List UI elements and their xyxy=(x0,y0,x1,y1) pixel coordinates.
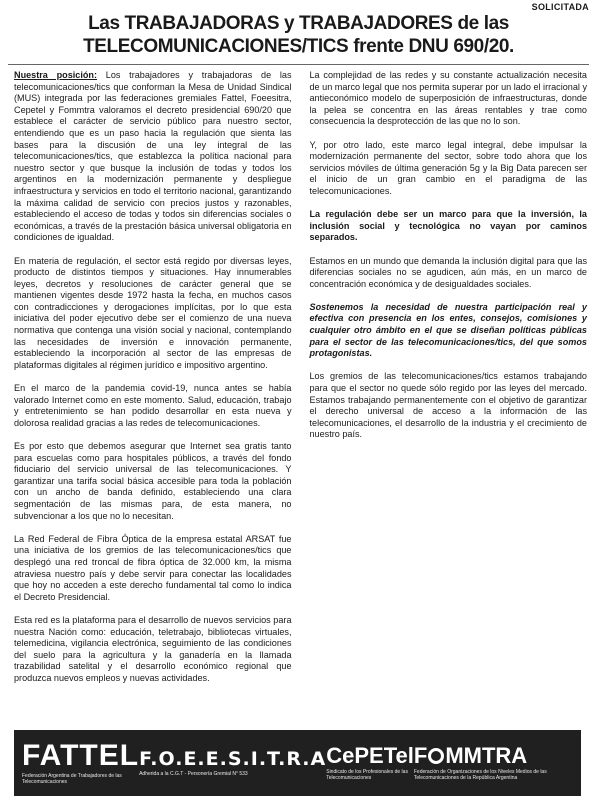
article-paragraph-5: La Red Federal de Fibra Óptica de la empresa estatal ARSAT fue una iniciativa de los gremios de las telecomunicaciones/tics que desplegó una red troncal de fibra óptica de 32.000 km, la misma atraviesa nuestro país y debe servir para conectar las localidades que hoy no acceden a este derecho fundamental tal como lo indica el Decreto Presidencial. xyxy=(14,533,292,602)
headline-line-2: TELECOMUNICACIONES/TICS frente DNU 690/20. xyxy=(83,36,514,57)
fommtra-name xyxy=(414,745,573,767)
headline-divider xyxy=(8,64,589,65)
article-paragraph-4: Es por esto que debemos asegurar que Internet sea gratis tanto para escuelas como para hospitales públicos, a través del fondo fiduciario del servicio universal de las telecomunicaciones. Y garantizar una tarifa social básica accesible para toda la población con un ancho de banda definido, estableciendo una clara segmentación de las mismas para, de esta manera, no subvencionar a los que no lo necesitan. xyxy=(14,441,292,521)
cepetel-name: CePETel xyxy=(326,743,414,768)
fommtra-name-suffix: MMTRA xyxy=(445,743,528,768)
foeesitra-subtitle: Adherida a la C.G.T - Personería Gremial N° 533 xyxy=(139,770,248,777)
headline-line-1: Las TRABAJADORAS y TRABAJADORES de las xyxy=(88,13,509,34)
article-paragraph-10: Estamos en un mundo que demanda la inclusión digital para que las diferencias sociales no se agudicen, aún más, en un marco de concentración económica y de desigualdades sociales. xyxy=(309,255,587,289)
article-paragraph-11: Sostenemos la necesidad de nuestra participación real y efectiva con presencia en los entes, consejos, comisiones y cualquier otro ámbito en el que se diseñan políticas públicas para el sector de las telecomunicaciones/tics, del que somos protagonistas. xyxy=(309,301,587,359)
article-paragraph-6: Esta red es la plataforma para el desarrollo de nuevos servicios para nuestra Nación como: educación, teletrabajo, bibliotecas virtuales, telemedicina, vigilancia electrónica, seguimiento de las condiciones del suelo para la agricultura y la ganadería en la llamada trazabilidad satelital y el desarrollo económico regional que produzca nuevos empleos y nuevas actividades. xyxy=(14,614,292,683)
fattel-subtitle: Federación Argentina de Trabajadores de las Telecomunicaciones xyxy=(22,773,122,785)
foeesitra-name: F.O.E.E.S.I.T.R.A xyxy=(139,747,327,770)
article-paragraph-2: En materia de regulación, el sector está regido por diversas leyes, producto de distintos tiempos y situaciones. Hay innumerables leyes, decretos y resoluciones de carácter general que se mantienen vigentes desde 1972 hasta la fecha, en muchos casos con contradicciones y derogaciones implícitas, por lo que esta iniciativa del poder ejecutivo debe ser el comienzo de una nueva normativa que contenga una visión social y nacional, contemplando las necesidades de inversión e innovación permanente, estableciendo la incorporación al sector de las empresas de plataformas digitales al régimen jurídico e impositivo argentino. xyxy=(14,255,292,370)
globe-ring-icon xyxy=(428,748,444,764)
federations-footer xyxy=(14,730,581,796)
headline xyxy=(8,12,589,58)
fommtra-subtitle: Federación de Organizaciones de los Niveles Medios de las Telecomunicaciones de la República Argentina xyxy=(413,769,547,781)
article-paragraph-9: La regulación debe ser un marco para que la inversión, la inclusión social y tecnológica no vayan por caminos separados. xyxy=(309,209,587,243)
article-body xyxy=(14,70,587,718)
fommtra-logo xyxy=(414,745,573,781)
fommtra-name-prefix: F xyxy=(413,743,428,768)
article-paragraph-7: La complejidad de las redes y su constante actualización necesita de un marco legal que nos permita superar por un lado el irracional y antieconómico modelo de superposición de infraestructuras, donde la pelea se concentra en las áreas rentables y trae como consecuencia la desprotección de las que no lo son. xyxy=(309,70,588,127)
fattel-name: FATTEL xyxy=(22,739,140,772)
solicitada-tag: SOLICITADA xyxy=(531,2,589,12)
article-paragraph-3: En el marco de la pandemia covid-19, nunca antes se había valorado Internet como en este momento. Salud, educación, trabajo y entretenimiento se han podido desarrollar en esta nueva y dolorosa realidad gracias a las redes de telecomunicaciones. xyxy=(14,383,292,428)
lead-label: Nuestra posición: xyxy=(14,70,98,80)
foeesitra-logo xyxy=(139,747,327,777)
cepetel-logo xyxy=(326,745,414,781)
fattel-logo xyxy=(22,741,139,785)
article-paragraph-12: Los gremios de las telecomunicaciones/tics estamos trabajando para que el sector no quede sólo regido por las leyes del mercado. Estamos trabajando permanentemente con el objetivo de garantizar el derecho universal de acceso a la información de las telecomunicaciones, el desarrollo de la industria y el crecimiento de nuestro país. xyxy=(309,371,587,440)
article-paragraph-1 xyxy=(14,70,292,244)
article-paragraph-8: Y, por otro lado, este marco legal integral, debe impulsar la modernización permanente del sector, sobre todo ahora que los servicios móviles de última generación 5g y la Big Data parecen ser el inicio de un gran cambio en el paradigma de las telecomunicaciones. xyxy=(309,139,587,196)
cepetel-subtitle: Sindicato de los Profesionales de las Telecomunicaciones xyxy=(326,769,408,781)
article-paragraph-1-text: Los trabajadores y trabajadoras de las telecomunicaciones/tics que conforman la Mesa de Unidad Sindical (MUS) integrada por las federaciones gremiales Fattel, Foeesitra, Cepetel y Fommtra valoramos el decreto presidencial 690/20 que establece el carácter de servicio público para nuestro sector, entendiendo que es un paso hacia la regulación que sienta las bases para la discusión de una ley integral de las telecomunicaciones/tics, que establezca la política nacional para nuestro sector y que busque la inclusión de todas y todos los argentinos en la modernización permanente y despliegue infraestructura y servicios en todo el territorio nacional, garantizando la máxima calidad de servicio con precios justos y razonables, estableciendo el acceso de todas y todos sin diferencias sociales o económicas, a través de la prestación básica universal obligatoria en condiciones de igualdad. xyxy=(14,70,292,243)
